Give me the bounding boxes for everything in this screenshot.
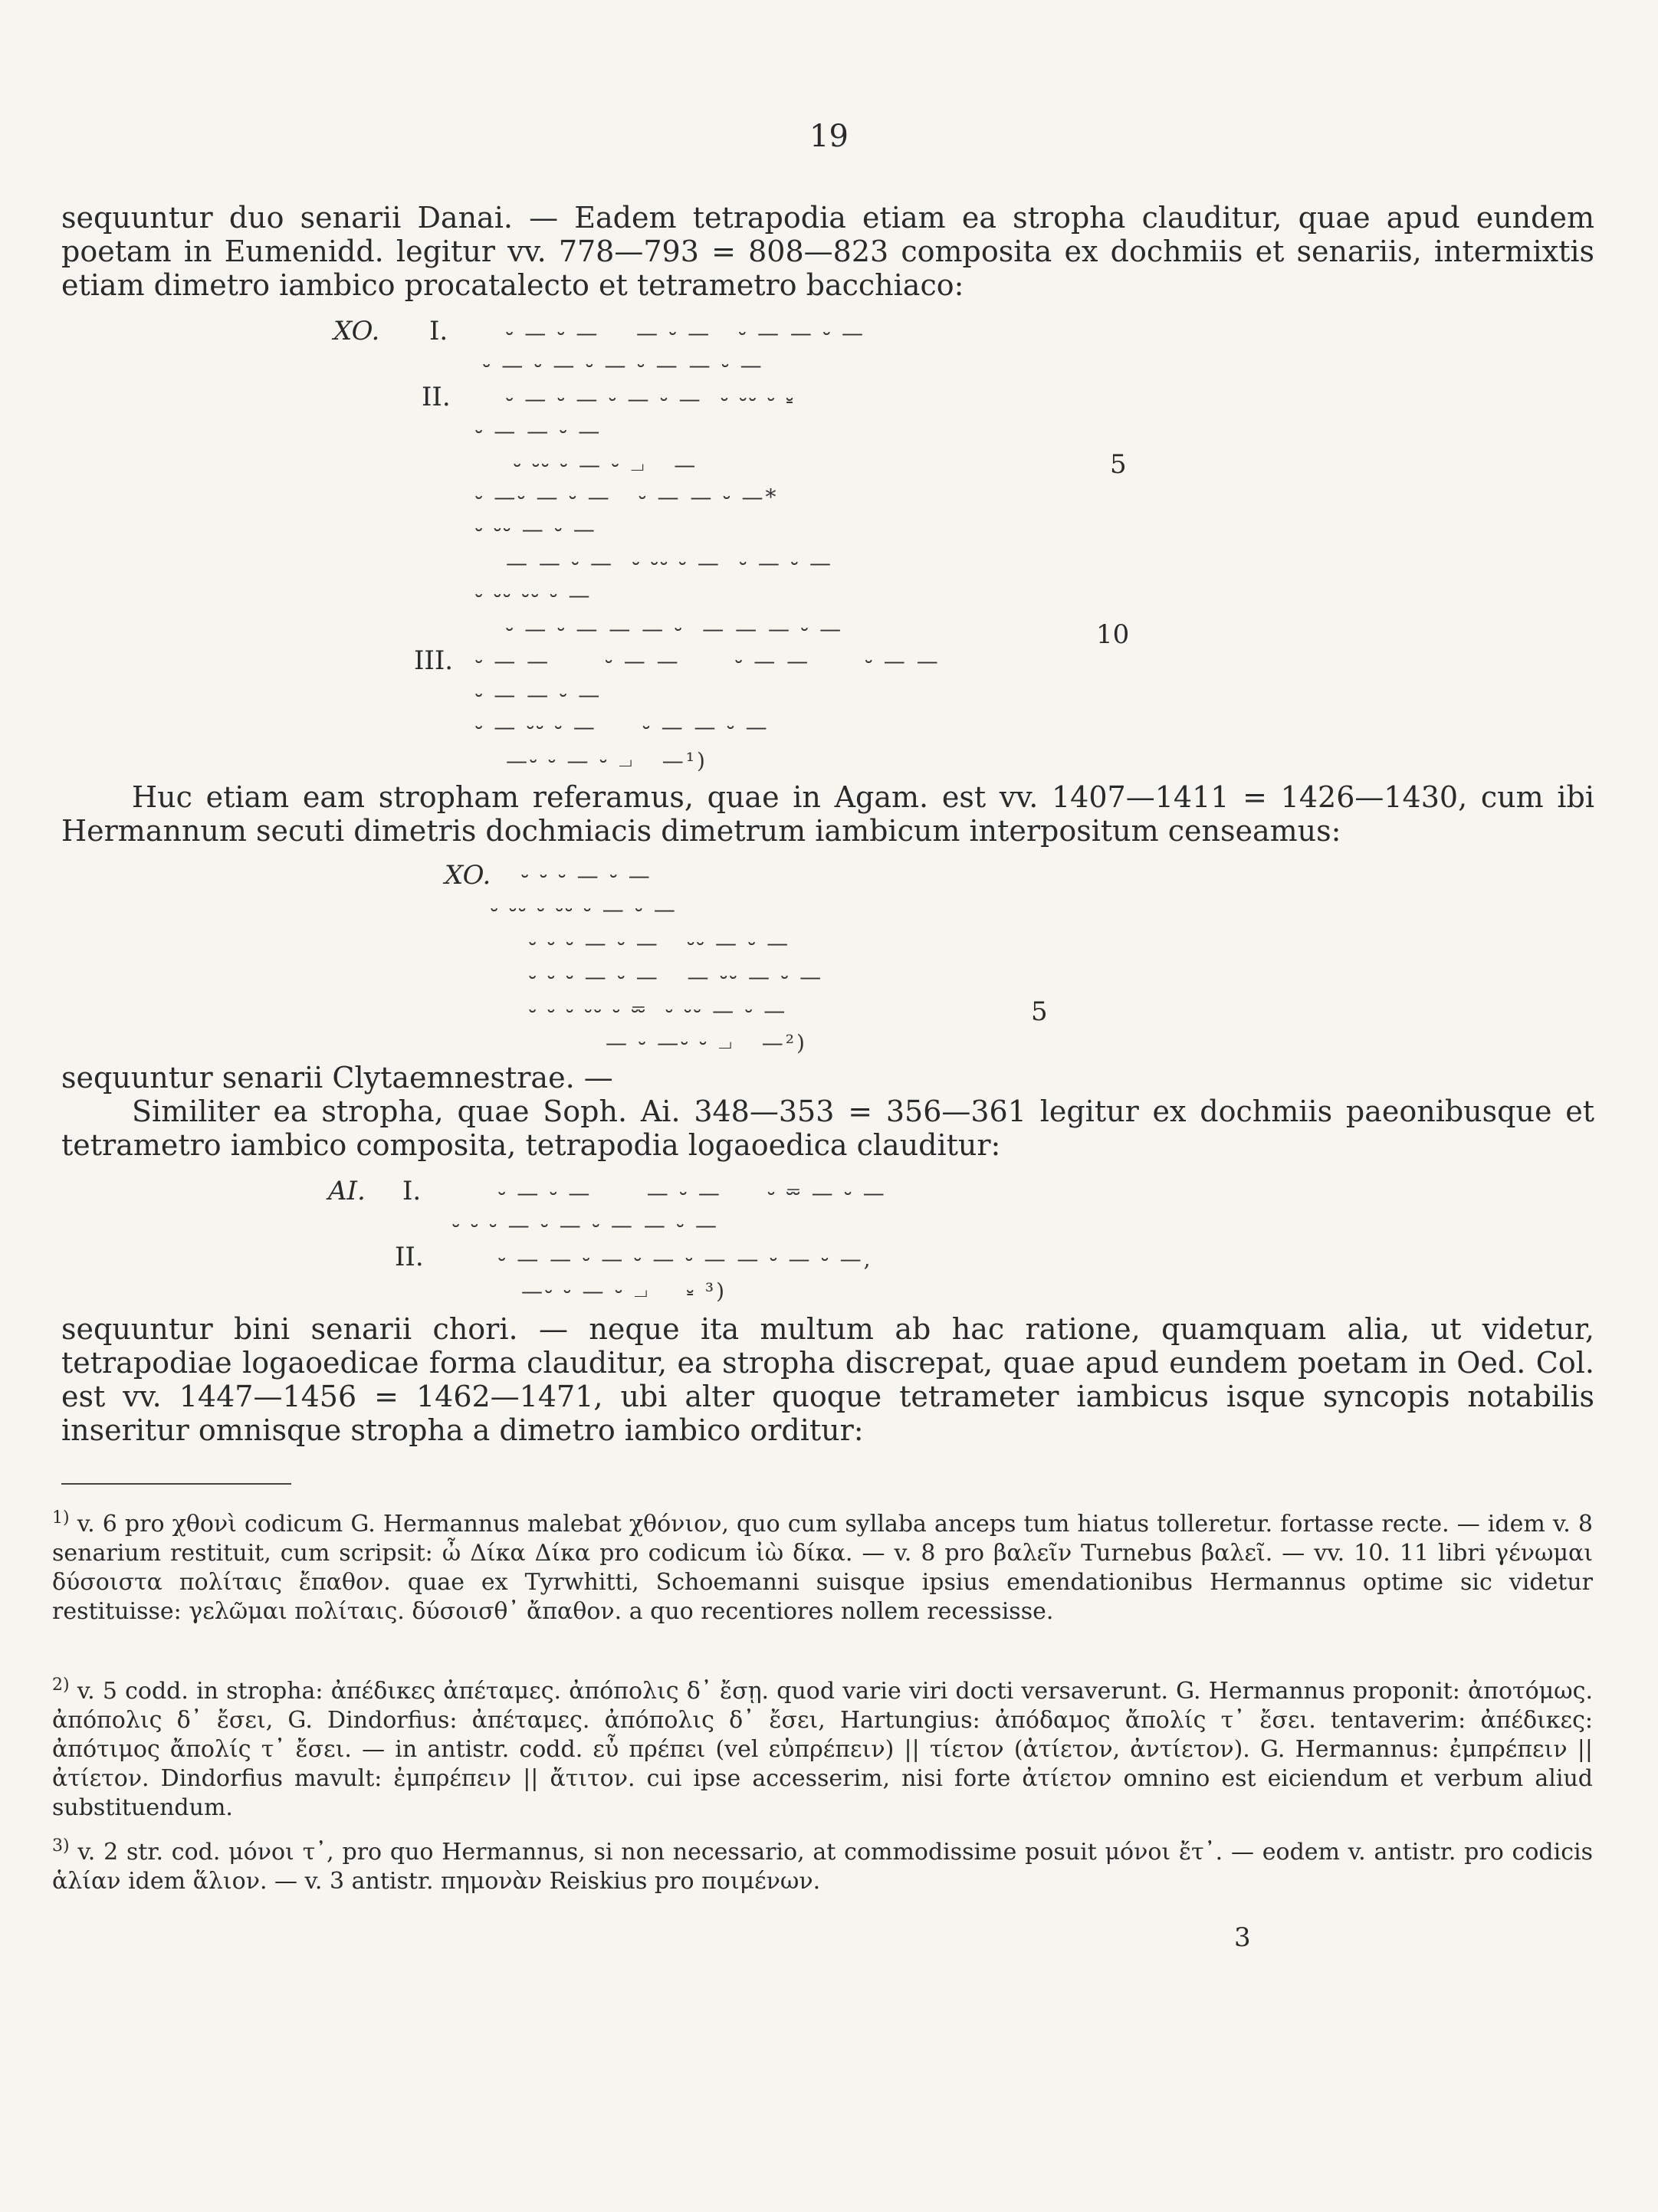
meter-line: ⏑ — — ⏑ — ⏑ — ⏑ — — ⏑ — ⏑ —, xyxy=(498,1246,873,1272)
meter-line: ⏑ — ⏑ — ⏑ — ⏑ — — ⏑ — xyxy=(483,353,764,378)
page-number: 19 xyxy=(809,119,849,154)
roman-numeral-1: I. xyxy=(429,316,448,346)
meter-line: ⏑ — ⏑ — — — ⏑ — — — ⏑ — xyxy=(506,616,844,642)
meter-line: ⏑ —⏑ — ⏑ — ⏑ — — ⏑ —* xyxy=(475,484,779,510)
meter-line: — ⏑ —⏑ ⏑ ⏗ —²) xyxy=(606,1030,807,1055)
meter-line: ⏑ ⏑ ⏑ — ⏑ — ⏑ — — ⏑ — xyxy=(452,1213,719,1238)
signature-mark: 3 xyxy=(1234,1922,1251,1953)
meter-line: ⏑ ⏑ ⏑ ⏑⏑ ⏑ ⏔ ⏑ ⏑⏑ — ⏑ — xyxy=(529,998,788,1023)
meter-line: ⏑ — ⏑ — ⏑ — ⏑ — ⏑ ⏑⏑ ⏑ ⏓ xyxy=(506,386,796,412)
meter-line: ⏑ — ⏑⏑ ⏑ — ⏑ — — ⏑ — xyxy=(475,714,770,740)
roman-numeral-2: II. xyxy=(422,382,451,412)
speaker-label-2: XO. xyxy=(445,860,491,891)
footnote-3 xyxy=(52,1832,1593,1896)
paragraph-2: Huc etiam eam stropham referamus, quae in Agam. est vv. 1407—1411 = 1426—1430, cum ibi Hermannum secuti dimetris dochmiacis dimetrum iambicum interpositum censeamus: xyxy=(61,780,1594,848)
paragraph-1: sequuntur duo senarii Danai. — Eadem tetrapodia etiam ea stropha clauditur, quae apud eundem poetam in Eumenidd. legitur vv. 778—793 = 808—823 composita ex dochmiis et senariis, intermixtis etiam dimetro iambico procatalecto et tetrametro bacchiaco: xyxy=(61,201,1594,302)
roman-numeral-ii: II. xyxy=(395,1242,424,1272)
meter-line: ⏑ ⏑⏑ ⏑ — ⏑ ⏗ — xyxy=(514,452,698,478)
footnote-text: v. 6 pro χθονὶ codicum G. Hermannus malebat χθόνιον, quo cum syllaba anceps tum hiatus tolleretur. fortasse recte. — idem v. 8 senarium restituit, cum scripsit: ὦ Δίκα Δίκα pro codicum ἰὼ δίκα. — v. 8 pro βαλεῖν Turnebus βαλεῖ. — vv. 10. 11 libri γένωμαι δύσοιστα πολίταις ἔπαθον. quae ex Tyrwhitti, Schoemanni suisque ipsius emendationibus Hermannus optime sic videtur restituisse: γελῶμαι πολίταις. δύσοισθ᾽ ἄπαθον. a quo recentiores nollem recessisse. xyxy=(52,1511,1593,1625)
verse-number-5: 5 xyxy=(1110,449,1127,480)
footnote-mark: 1) xyxy=(52,1508,70,1528)
roman-numeral-3: III. xyxy=(414,645,454,676)
meter-line: — — ⏑ — ⏑ ⏑⏑ ⏑ — ⏑ — ⏑ — xyxy=(506,550,833,576)
meter-line: ⏑ ⏑ ⏑ — ⏑ — — ⏑⏑ — ⏑ — xyxy=(529,964,824,989)
meter-line: ⏑ ⏑ ⏑ — ⏑ — ⏑⏑ — ⏑ — xyxy=(529,930,791,956)
meter-line: —⏑ ⏑ — ⏑ ⏗ —¹) xyxy=(506,748,708,773)
speaker-label-1: XO. xyxy=(333,316,380,346)
footnote-mark: 3) xyxy=(52,1836,70,1856)
footnote-mark: 2) xyxy=(52,1675,70,1695)
meter-line: ⏑ ⏑⏑ ⏑⏑ ⏑ — xyxy=(475,583,593,608)
paragraph-4: Similiter ea stropha, quae Soph. Ai. 348—353 = 356—361 legitur ex dochmiis paeonibusque et tetrametro iambico composita, tetrapodia logaoedica clauditur: xyxy=(61,1095,1594,1162)
meter-line: ⏑ — ⏑ — — ⏑ — ⏑ — — ⏑ — xyxy=(506,320,866,346)
meter-line: ⏑ — — ⏑ — — ⏑ — — ⏑ — — xyxy=(475,648,941,674)
paragraph-3: sequuntur senarii Clytaemnestrae. — xyxy=(61,1061,613,1095)
roman-numeral-i: I. xyxy=(402,1176,422,1206)
footnote-text: v. 5 codd. in stropha: ἀπέδικες ἀπέταμες. ἀπόπολις δ᾽ ἔσῃ. quod varie viri docti versaverunt. G. Hermannus proponit: ἀποτόμως. ἀπόπολις δ᾽ ἔσει, G. Dindorfius: ἀπέταμες. ἀπόπολις δ᾽ ἔσει, Hartungius: ἀπόδαμος ἄπολίς τ᾽ ἔσει. tentaverim: ἀπέδικες: ἀπότιμος ἄπολίς τ᾽ ἔσει. — in antistr. codd. εὖ πρέπει (vel εὐπρέπειν) || τίετον (ἀτίετον, ἀντίετον). G. Hermannus: ἐμπρέπειν || ἀτίετον. Dindorfius mavult: ἐμπρέπειν || ἄτιτον. cui ipse accesserim, nisi forte ἀτίετον omnino est eiciendum et verbum aliud substituendum. xyxy=(52,1678,1593,1821)
meter-line: —⏑ ⏑ — ⏑ ⏗ ⏓ ³) xyxy=(521,1278,727,1304)
verse-number-5b: 5 xyxy=(1031,996,1048,1027)
meter-line: ⏑ ⏑⏑ — ⏑ — xyxy=(475,517,597,542)
footnote-text: v. 2 str. cod. μόνοι τ᾽, pro quo Hermannus, si non necessario, at commodissime posuit μόνοι ἔτ᾽. — eodem v. antistr. pro codicis ἁλίαν idem ἅλιον. — v. 3 antistr. πημονὰν Reiskius pro ποιμένων. xyxy=(52,1839,1593,1895)
meter-line: ⏑ ⏑ ⏑ — ⏑ — xyxy=(521,863,652,888)
meter-line: ⏑ ⏑⏑ ⏑ ⏑⏑ ⏑ — ⏑ — xyxy=(491,897,678,922)
footnote-1 xyxy=(52,1504,1593,1626)
meter-line: ⏑ — — ⏑ — xyxy=(475,418,602,444)
footnote-rule xyxy=(61,1483,291,1485)
meter-line: ⏑ — ⏑ — — ⏑ — ⏑ ⏔ — ⏑ — xyxy=(498,1180,887,1206)
verse-number-10: 10 xyxy=(1096,619,1130,650)
speaker-label-3: AI. xyxy=(328,1176,366,1206)
footnote-2 xyxy=(52,1671,1593,1823)
meter-line: ⏑ — — ⏑ — xyxy=(475,682,602,707)
paragraph-5: sequuntur bini senarii chori. — neque ita multum ab hac ratione, quamquam alia, ut videtur, tetrapodiae logaoedicae forma clauditur, ea stropha discrepat, quae apud eundem poetam in Oed. Col. est vv. 1447—1456 = 1462—1471, ubi alter quoque tetrameter iambicus isque syncopis notabilis inseritur omnisque stropha a dimetro iambico orditur: xyxy=(61,1312,1594,1447)
